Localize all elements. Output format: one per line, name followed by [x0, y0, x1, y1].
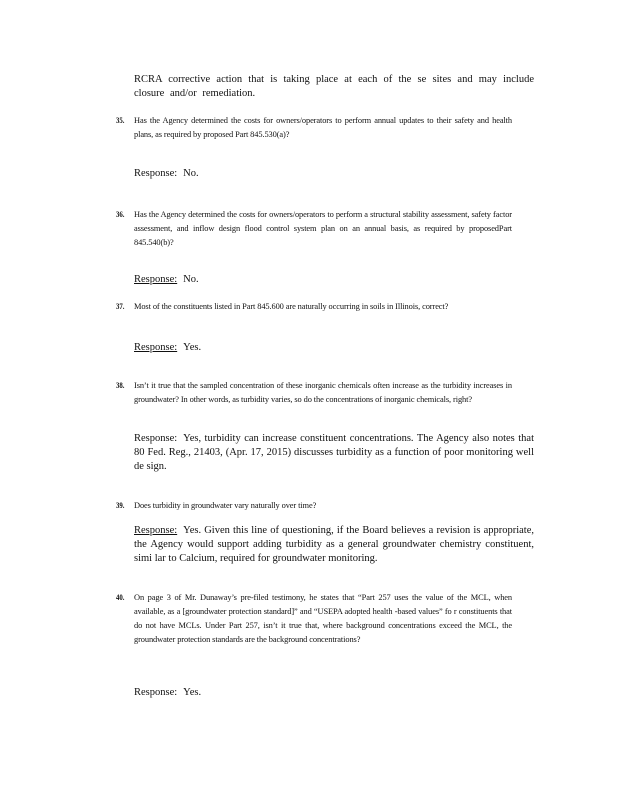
response-38	[134, 432, 534, 474]
response-label: Response:	[134, 342, 178, 353]
response-label: Response:	[134, 274, 178, 285]
question-text-39: Does turbidity in groundwater vary naturally over time?	[134, 501, 317, 510]
question-text-36: Has the Agency determined the costs for owners/operators to perform a structural stability assessment, safety factor assessment, and inflow design flood control system plan on an annual basis, as required by proposedPart 845.540(b)?	[134, 210, 512, 247]
response-text: Yes.	[183, 687, 202, 698]
question-text-40: On page 3 of Mr. Dunaway’s pre-filed testimony, he states that “Part 257 uses the value of the MCL, when available, as a [groundwater protection standard]” and “USEPA adopted health -based values” fo r constituents that do not have MCLs. Under Part 257, isn’t it true that, where background concentrations exceed the MCL, the groundwater protection standards are the background concentrations?	[134, 593, 512, 644]
response-label: Response:	[134, 433, 178, 444]
response-text: No.	[183, 168, 199, 179]
response-text: Yes. Given this line of questioning, if the Board believes a revision is appropriate, the Agency would support adding turbidity as a general groundwater chemistry constituent, simi lar to Calcium, required for groundwater monitoring.	[134, 525, 534, 564]
question-number-38: 38.	[116, 381, 125, 390]
question-number-40: 40.	[116, 593, 125, 602]
intro-paragraph: RCRA corrective action that is taking place at each of the se sites and may include closure and/or remediation.	[134, 74, 534, 99]
response-label: Response:	[134, 525, 178, 536]
response-40	[134, 686, 534, 700]
question-number-39: 39.	[116, 501, 125, 510]
question-text-35: Has the Agency determined the costs for owners/operators to perform annual updates to their safety and health plans, as required by proposed Part 845.530(a)?	[134, 116, 512, 139]
response-35	[134, 167, 534, 181]
question-text-37: Most of the constituents listed in Part 845.600 are naturally occurring in soils in Illinois, correct?	[134, 302, 449, 311]
question-number-35: 35.	[116, 116, 125, 125]
response-text: Yes.	[183, 342, 202, 353]
response-text: No.	[183, 274, 199, 285]
response-label: Response:	[134, 687, 178, 698]
response-36	[134, 273, 534, 287]
response-text: Yes, turbidity can increase constituent concentrations. The Agency also notes that 80 Fed. Reg., 21403, (Apr. 17, 2015) discusses turbidity as a function of poor monitoring well de sign.	[134, 433, 534, 472]
response-label: Response:	[134, 168, 178, 179]
question-number-36: 36.	[116, 210, 125, 219]
question-text-38: Isn’t it true that the sampled concentration of these inorganic chemicals often increase as the turbidity increases in groundwater? In other words, as turbidity varies, so do the concentrations of inorganic chemicals, right?	[134, 381, 512, 404]
response-37	[134, 341, 534, 355]
response-39	[134, 524, 534, 566]
question-number-37: 37.	[116, 302, 125, 311]
